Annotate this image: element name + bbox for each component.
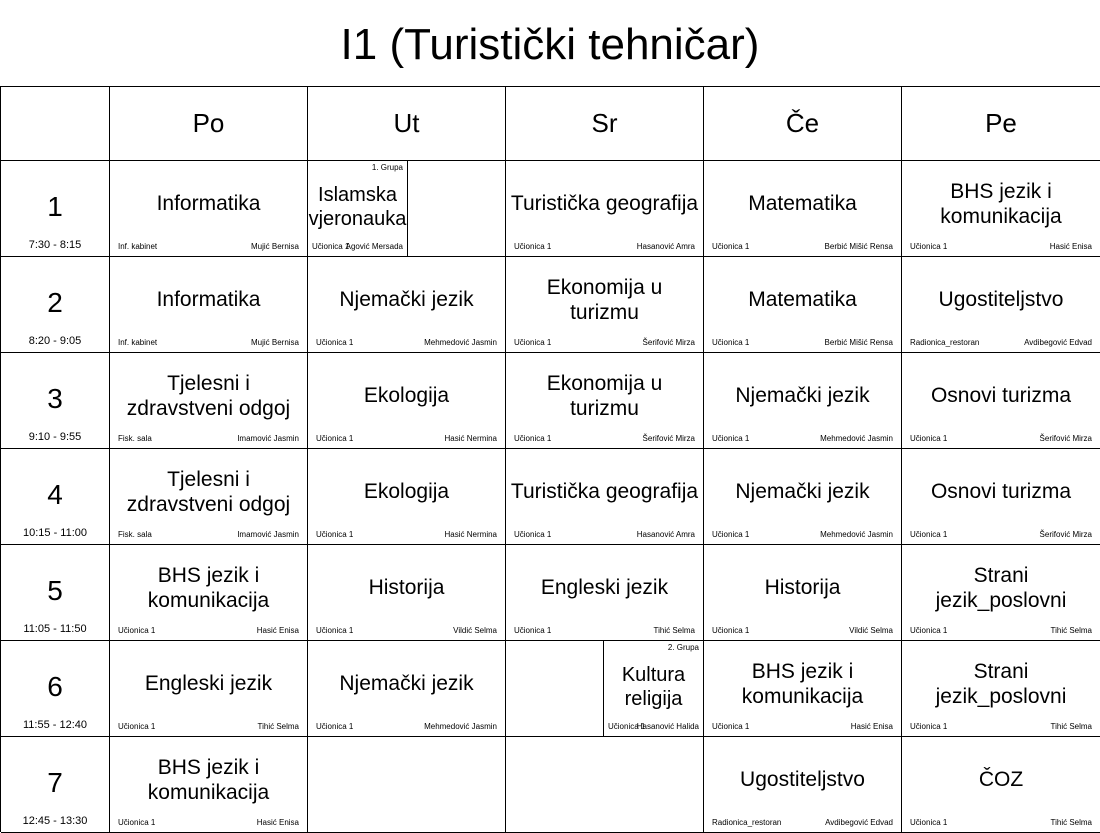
period-time: 11:05 - 11:50 bbox=[23, 623, 87, 635]
room-label: Učionica 1 bbox=[514, 626, 552, 635]
teacher-name: Šerifović Mirza bbox=[642, 338, 695, 347]
period-number: 2 bbox=[47, 287, 63, 318]
room-label: Učionica 1 bbox=[514, 338, 552, 347]
lesson-cell bbox=[704, 449, 902, 545]
timetable-grid bbox=[0, 86, 1100, 832]
teacher-name: Imamović Jasmin bbox=[237, 530, 299, 539]
day-header: Če bbox=[704, 87, 902, 161]
day-header: Ut bbox=[308, 87, 506, 161]
teacher-name: Šerifović Mirza bbox=[1039, 530, 1092, 539]
subject-name: Osnovi turizma bbox=[930, 384, 1072, 407]
teacher-name: Hasić Enisa bbox=[850, 722, 893, 731]
room-label: Učionica 1 bbox=[316, 530, 354, 539]
group-lesson bbox=[603, 641, 703, 736]
period-header bbox=[1, 641, 110, 737]
page-title: I1 (Turistički tehničar) bbox=[340, 20, 760, 69]
teacher-name: Hasić Enisa bbox=[1049, 242, 1092, 251]
lesson-cell bbox=[506, 545, 704, 641]
room-label: Učionica 1 bbox=[712, 242, 750, 251]
day-header: Po bbox=[110, 87, 308, 161]
period-header bbox=[1, 257, 110, 353]
room-label: Učionica 1 bbox=[118, 818, 156, 827]
day-header: Pe bbox=[902, 87, 1100, 161]
teacher-name: Mehmedović Jasmin bbox=[820, 434, 893, 443]
subject-name: Engleski jezik bbox=[144, 672, 273, 695]
group-lesson bbox=[308, 161, 408, 256]
room-label: Radionica_restoran bbox=[910, 338, 980, 347]
teacher-name: Vildić Selma bbox=[453, 626, 497, 635]
subject-name: Ugostiteljstvo bbox=[740, 768, 865, 791]
subject-name: Strani jezik_poslovni bbox=[935, 563, 1067, 612]
teacher-name: Hasanović Amra bbox=[636, 530, 695, 539]
subject-name: Turistička geografija bbox=[510, 192, 699, 215]
lesson-cell bbox=[110, 737, 308, 833]
subject-name: Ekologija bbox=[363, 384, 450, 407]
lesson-cell bbox=[704, 545, 902, 641]
room-label: Učionica 1 bbox=[316, 722, 354, 731]
period-time: 11:55 - 12:40 bbox=[22, 719, 87, 731]
lesson-cell bbox=[902, 737, 1100, 833]
room-label: Radionica_restoran bbox=[712, 818, 782, 827]
subject-name: Matematika bbox=[748, 192, 857, 215]
lesson-cell bbox=[704, 161, 902, 257]
room-label: Učionica 1 bbox=[316, 338, 354, 347]
room-label: Učionica 1 bbox=[514, 530, 552, 539]
subject-name: Turistička geografija bbox=[510, 480, 699, 503]
lesson-cell bbox=[110, 257, 308, 353]
period-number: 7 bbox=[47, 767, 63, 798]
teacher-name: Mehmedović Jasmin bbox=[424, 338, 497, 347]
teacher-name: Avdibegović Edvad bbox=[1024, 338, 1092, 347]
lesson-cell bbox=[308, 161, 506, 257]
lesson-cell bbox=[902, 641, 1100, 737]
period-time: 10:15 - 11:00 bbox=[22, 527, 87, 539]
lesson-cell bbox=[110, 449, 308, 545]
subject-name: Informatika bbox=[156, 288, 261, 311]
teacher-name: Mujić Bernisa bbox=[250, 338, 299, 347]
period-number: 4 bbox=[47, 479, 63, 510]
room-label: Učionica 1 bbox=[712, 626, 750, 635]
teacher-name: Šerifović Mirza bbox=[1039, 434, 1092, 443]
subject-name: Ekonomija u turizmu bbox=[546, 371, 663, 420]
teacher-name: Tihić Selma bbox=[1050, 626, 1092, 635]
lesson-cell bbox=[308, 545, 506, 641]
period-header bbox=[1, 545, 110, 641]
subject-name: Njemački jezik bbox=[735, 480, 870, 503]
teacher-name: Berbić Mišić Rensa bbox=[824, 242, 893, 251]
lesson-cell bbox=[704, 641, 902, 737]
room-label: Učionica 1 bbox=[118, 722, 156, 731]
room-label: Učionica 1 bbox=[312, 242, 350, 251]
lesson-cell bbox=[902, 545, 1100, 641]
teacher-name: Avdibegović Edvad bbox=[825, 818, 893, 827]
teacher-name: Mehmedović Jasmin bbox=[424, 722, 497, 731]
period-header bbox=[1, 449, 110, 545]
subject-name: Matematika bbox=[748, 288, 857, 311]
lesson-cell bbox=[506, 257, 704, 353]
period-time: 12:45 - 13:30 bbox=[22, 815, 88, 827]
subject-name: Tjelesni i zdravstveni odgoj bbox=[126, 371, 291, 420]
teacher-name: Vildić Selma bbox=[849, 626, 893, 635]
subject-name: Kultura religija bbox=[621, 663, 686, 710]
group-label: 2. Grupa bbox=[667, 643, 699, 652]
lesson-cell bbox=[308, 257, 506, 353]
room-label: Učionica 1 bbox=[910, 434, 948, 443]
room-label: Učionica 1 bbox=[712, 434, 750, 443]
room-label: Učionica 1 bbox=[910, 242, 948, 251]
room-label: Učionica 1 bbox=[118, 626, 156, 635]
lesson-cell bbox=[902, 353, 1100, 449]
teacher-name: Hasić Enisa bbox=[256, 626, 299, 635]
room-label: Učionica 1 bbox=[316, 626, 354, 635]
room-label: Učionica 1 bbox=[712, 338, 750, 347]
teacher-name: Mehmedović Jasmin bbox=[820, 530, 893, 539]
room-label: Inf. kabinet bbox=[118, 338, 158, 347]
subject-name: BHS jezik i komunikacija bbox=[147, 755, 270, 804]
lesson-cell bbox=[110, 353, 308, 449]
subject-name: Njemački jezik bbox=[339, 672, 474, 695]
lesson-cell bbox=[110, 161, 308, 257]
lesson-cell bbox=[308, 353, 506, 449]
room-label: Učionica 1 bbox=[712, 722, 750, 731]
lesson-cell bbox=[308, 641, 506, 737]
teacher-name: Tihić Selma bbox=[653, 626, 695, 635]
subject-name: Engleski jezik bbox=[540, 576, 669, 599]
subject-name: BHS jezik i komunikacija bbox=[147, 563, 270, 612]
teacher-name: Hasanović Amra bbox=[636, 242, 695, 251]
subject-name: Historija bbox=[368, 576, 445, 599]
subject-name: Islamska vjeronauka bbox=[308, 183, 407, 230]
day-header: Sr bbox=[506, 87, 704, 161]
period-number: 3 bbox=[47, 383, 63, 414]
room-label: Učionica 1 bbox=[712, 530, 750, 539]
subject-name: Ekonomija u turizmu bbox=[546, 275, 663, 324]
subject-name: Historija bbox=[764, 576, 841, 599]
lesson-cell bbox=[704, 353, 902, 449]
teacher-name: Hasić Nermina bbox=[444, 434, 497, 443]
lesson-cell bbox=[506, 353, 704, 449]
room-label: Fisk. sala bbox=[118, 434, 152, 443]
room-label: Učionica 1 bbox=[514, 434, 552, 443]
room-label: Inf. kabinet bbox=[118, 242, 158, 251]
room-label: Učionica 1 bbox=[910, 530, 948, 539]
room-label: Učionica 1 bbox=[514, 242, 552, 251]
period-time: 8:20 - 9:05 bbox=[28, 335, 82, 347]
room-label: Učionica 1 bbox=[910, 722, 948, 731]
subject-name: Osnovi turizma bbox=[930, 480, 1072, 503]
room-label: Učionica 1 bbox=[910, 626, 948, 635]
lesson-cell bbox=[308, 449, 506, 545]
period-header bbox=[1, 353, 110, 449]
lesson-cell bbox=[902, 257, 1100, 353]
lesson-cell bbox=[506, 161, 704, 257]
teacher-name: Agović Mersada bbox=[345, 242, 403, 251]
lesson-cell bbox=[110, 641, 308, 737]
room-label: Učionica 1 bbox=[910, 818, 948, 827]
subject-name: Ekologija bbox=[363, 480, 450, 503]
period-number: 6 bbox=[47, 671, 63, 702]
subject-name: Njemački jezik bbox=[735, 384, 870, 407]
group-label: 1. Grupa bbox=[371, 163, 403, 172]
subject-name: Ugostiteljstvo bbox=[938, 288, 1064, 311]
subject-name: Informatika bbox=[156, 192, 261, 215]
period-header bbox=[1, 161, 110, 257]
room-label: Fisk. sala bbox=[118, 530, 152, 539]
teacher-name: Tihić Selma bbox=[1050, 818, 1092, 827]
lesson-cell bbox=[506, 449, 704, 545]
lesson-cell bbox=[704, 257, 902, 353]
period-header bbox=[1, 737, 110, 833]
subject-name: BHS jezik i komunikacija bbox=[741, 659, 864, 708]
teacher-name: Imamović Jasmin bbox=[237, 434, 299, 443]
teacher-name: Mujić Bernisa bbox=[250, 242, 299, 251]
teacher-name: Hasić Nermina bbox=[444, 530, 497, 539]
room-label: Učionica 1 bbox=[316, 434, 354, 443]
period-time: 7:30 - 8:15 bbox=[28, 239, 82, 251]
teacher-name: Hasanović Halida bbox=[636, 722, 699, 731]
teacher-name: Tihić Selma bbox=[257, 722, 299, 731]
lesson-cell bbox=[110, 545, 308, 641]
corner-cell bbox=[1, 87, 110, 161]
lesson-cell bbox=[506, 641, 704, 737]
room-label: Učionica 1 bbox=[608, 722, 646, 731]
lesson-cell bbox=[902, 161, 1100, 257]
subject-name: Njemački jezik bbox=[339, 288, 474, 311]
empty-cell bbox=[308, 737, 506, 833]
period-number: 1 bbox=[47, 191, 63, 222]
teacher-name: Berbić Mišić Rensa bbox=[824, 338, 893, 347]
subject-name: ČOZ bbox=[978, 768, 1024, 791]
teacher-name: Tihić Selma bbox=[1050, 722, 1092, 731]
teacher-name: Šerifović Mirza bbox=[642, 434, 695, 443]
subject-name: Strani jezik_poslovni bbox=[935, 659, 1067, 708]
lesson-cell bbox=[704, 737, 902, 833]
lesson-cell bbox=[902, 449, 1100, 545]
period-number: 5 bbox=[47, 575, 63, 606]
empty-cell bbox=[506, 737, 704, 833]
teacher-name: Hasić Enisa bbox=[256, 818, 299, 827]
subject-name: BHS jezik i komunikacija bbox=[940, 179, 1062, 228]
period-time: 9:10 - 9:55 bbox=[28, 431, 82, 443]
subject-name: Tjelesni i zdravstveni odgoj bbox=[126, 467, 291, 516]
